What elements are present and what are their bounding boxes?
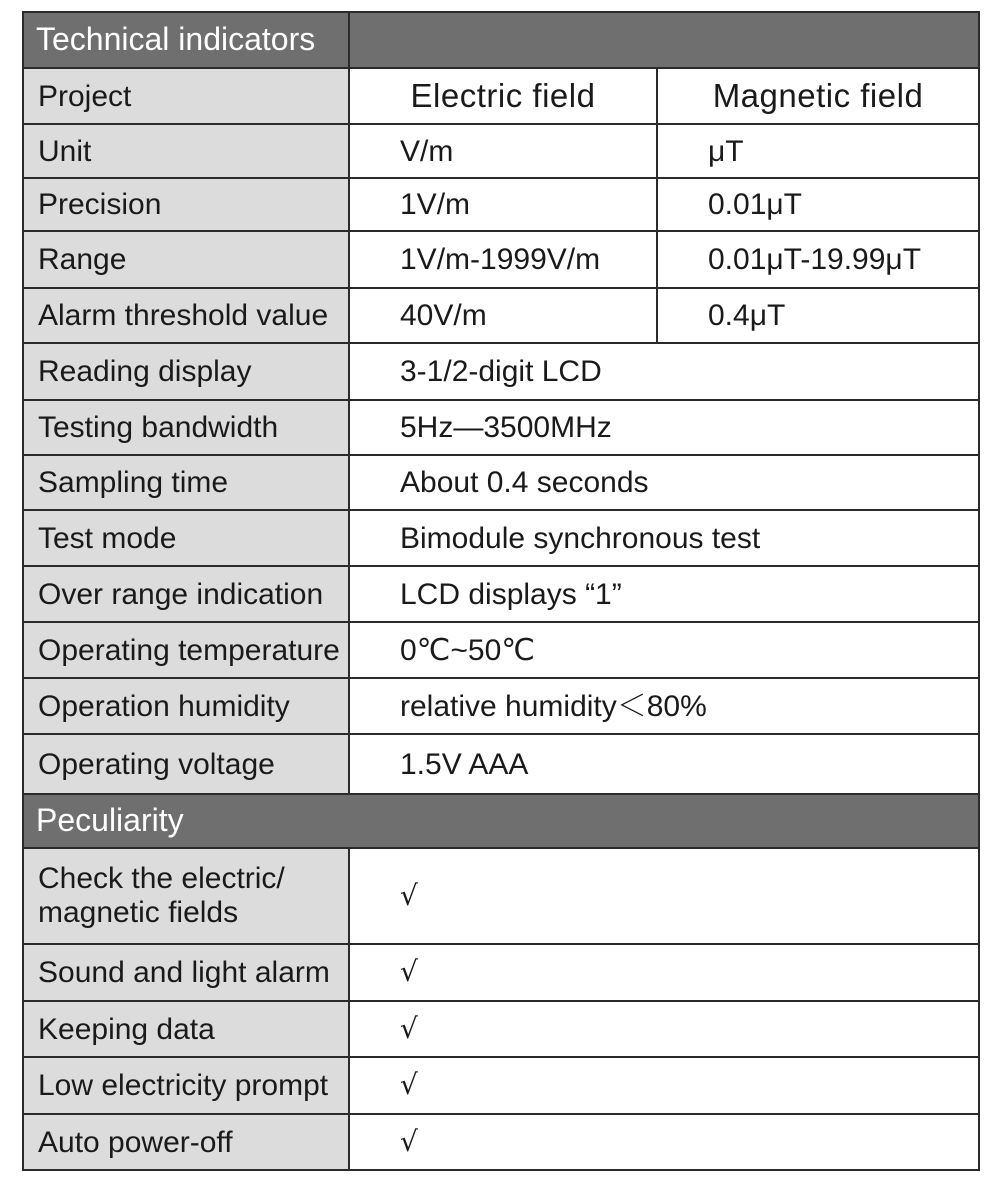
- magnetic-value-alarm-threshold: 0.4μT: [658, 289, 978, 344]
- value-testing-bandwidth: 5Hz—3500MHz: [350, 401, 978, 456]
- value-reading-display: 3-1/2-digit LCD: [350, 344, 978, 401]
- section-title-peculiarity: Peculiarity: [24, 795, 978, 849]
- electric-value-alarm-threshold: 40V/m: [350, 289, 658, 344]
- magnetic-value-unit: μT: [658, 125, 978, 179]
- electric-value-precision: 1V/m: [350, 179, 658, 232]
- value-operating-voltage: 1.5V AAA: [350, 735, 978, 795]
- value-sampling-time: About 0.4 seconds: [350, 456, 978, 511]
- row-label-alarm-threshold: Alarm threshold value: [24, 289, 350, 344]
- row-label-operation-humidity: Operation humidity: [24, 679, 350, 735]
- check-mark-check-fields: √: [350, 849, 978, 945]
- row-label-operating-temperature: Operating temperature: [24, 623, 350, 679]
- check-mark-low-electricity: √: [350, 1058, 978, 1115]
- magnetic-value-range: 0.01μT-19.99μT: [658, 232, 978, 289]
- row-label-over-range: Over range indication: [24, 567, 350, 623]
- electric-value-unit: V/m: [350, 125, 658, 179]
- feature-label-check-fields: Check the electric/ magnetic fields: [24, 849, 350, 945]
- electric-value-range: 1V/m-1999V/m: [350, 232, 658, 289]
- project-label: Project: [24, 69, 350, 125]
- section-header-fill: [350, 13, 978, 69]
- value-operation-humidity: relative humidity＜80%: [350, 679, 978, 735]
- feature-label-sound-light-alarm: Sound and light alarm: [24, 945, 350, 1002]
- row-label-test-mode: Test mode: [24, 511, 350, 567]
- row-label-range: Range: [24, 232, 350, 289]
- feature-label-auto-power-off: Auto power-off: [24, 1115, 350, 1169]
- row-label-operating-voltage: Operating voltage: [24, 735, 350, 795]
- row-label-testing-bandwidth: Testing bandwidth: [24, 401, 350, 456]
- check-mark-auto-power-off: √: [350, 1115, 978, 1169]
- value-test-mode: Bimodule synchronous test: [350, 511, 978, 567]
- column-header-electric: Electric field: [350, 69, 658, 125]
- magnetic-value-precision: 0.01μT: [658, 179, 978, 232]
- feature-label-low-electricity: Low electricity prompt: [24, 1058, 350, 1115]
- column-header-magnetic: Magnetic field: [658, 69, 978, 125]
- row-label-reading-display: Reading display: [24, 344, 350, 401]
- check-mark-keeping-data: √: [350, 1002, 978, 1058]
- value-over-range: LCD displays “1”: [350, 567, 978, 623]
- check-mark-sound-light-alarm: √: [350, 945, 978, 1002]
- spec-table: [22, 11, 980, 1171]
- feature-label-keeping-data: Keeping data: [24, 1002, 350, 1058]
- row-label-unit: Unit: [24, 125, 350, 179]
- row-label-sampling-time: Sampling time: [24, 456, 350, 511]
- section-title-technical: Technical indicators: [24, 13, 350, 69]
- value-operating-temperature: 0℃~50℃: [350, 623, 978, 679]
- row-label-precision: Precision: [24, 179, 350, 232]
